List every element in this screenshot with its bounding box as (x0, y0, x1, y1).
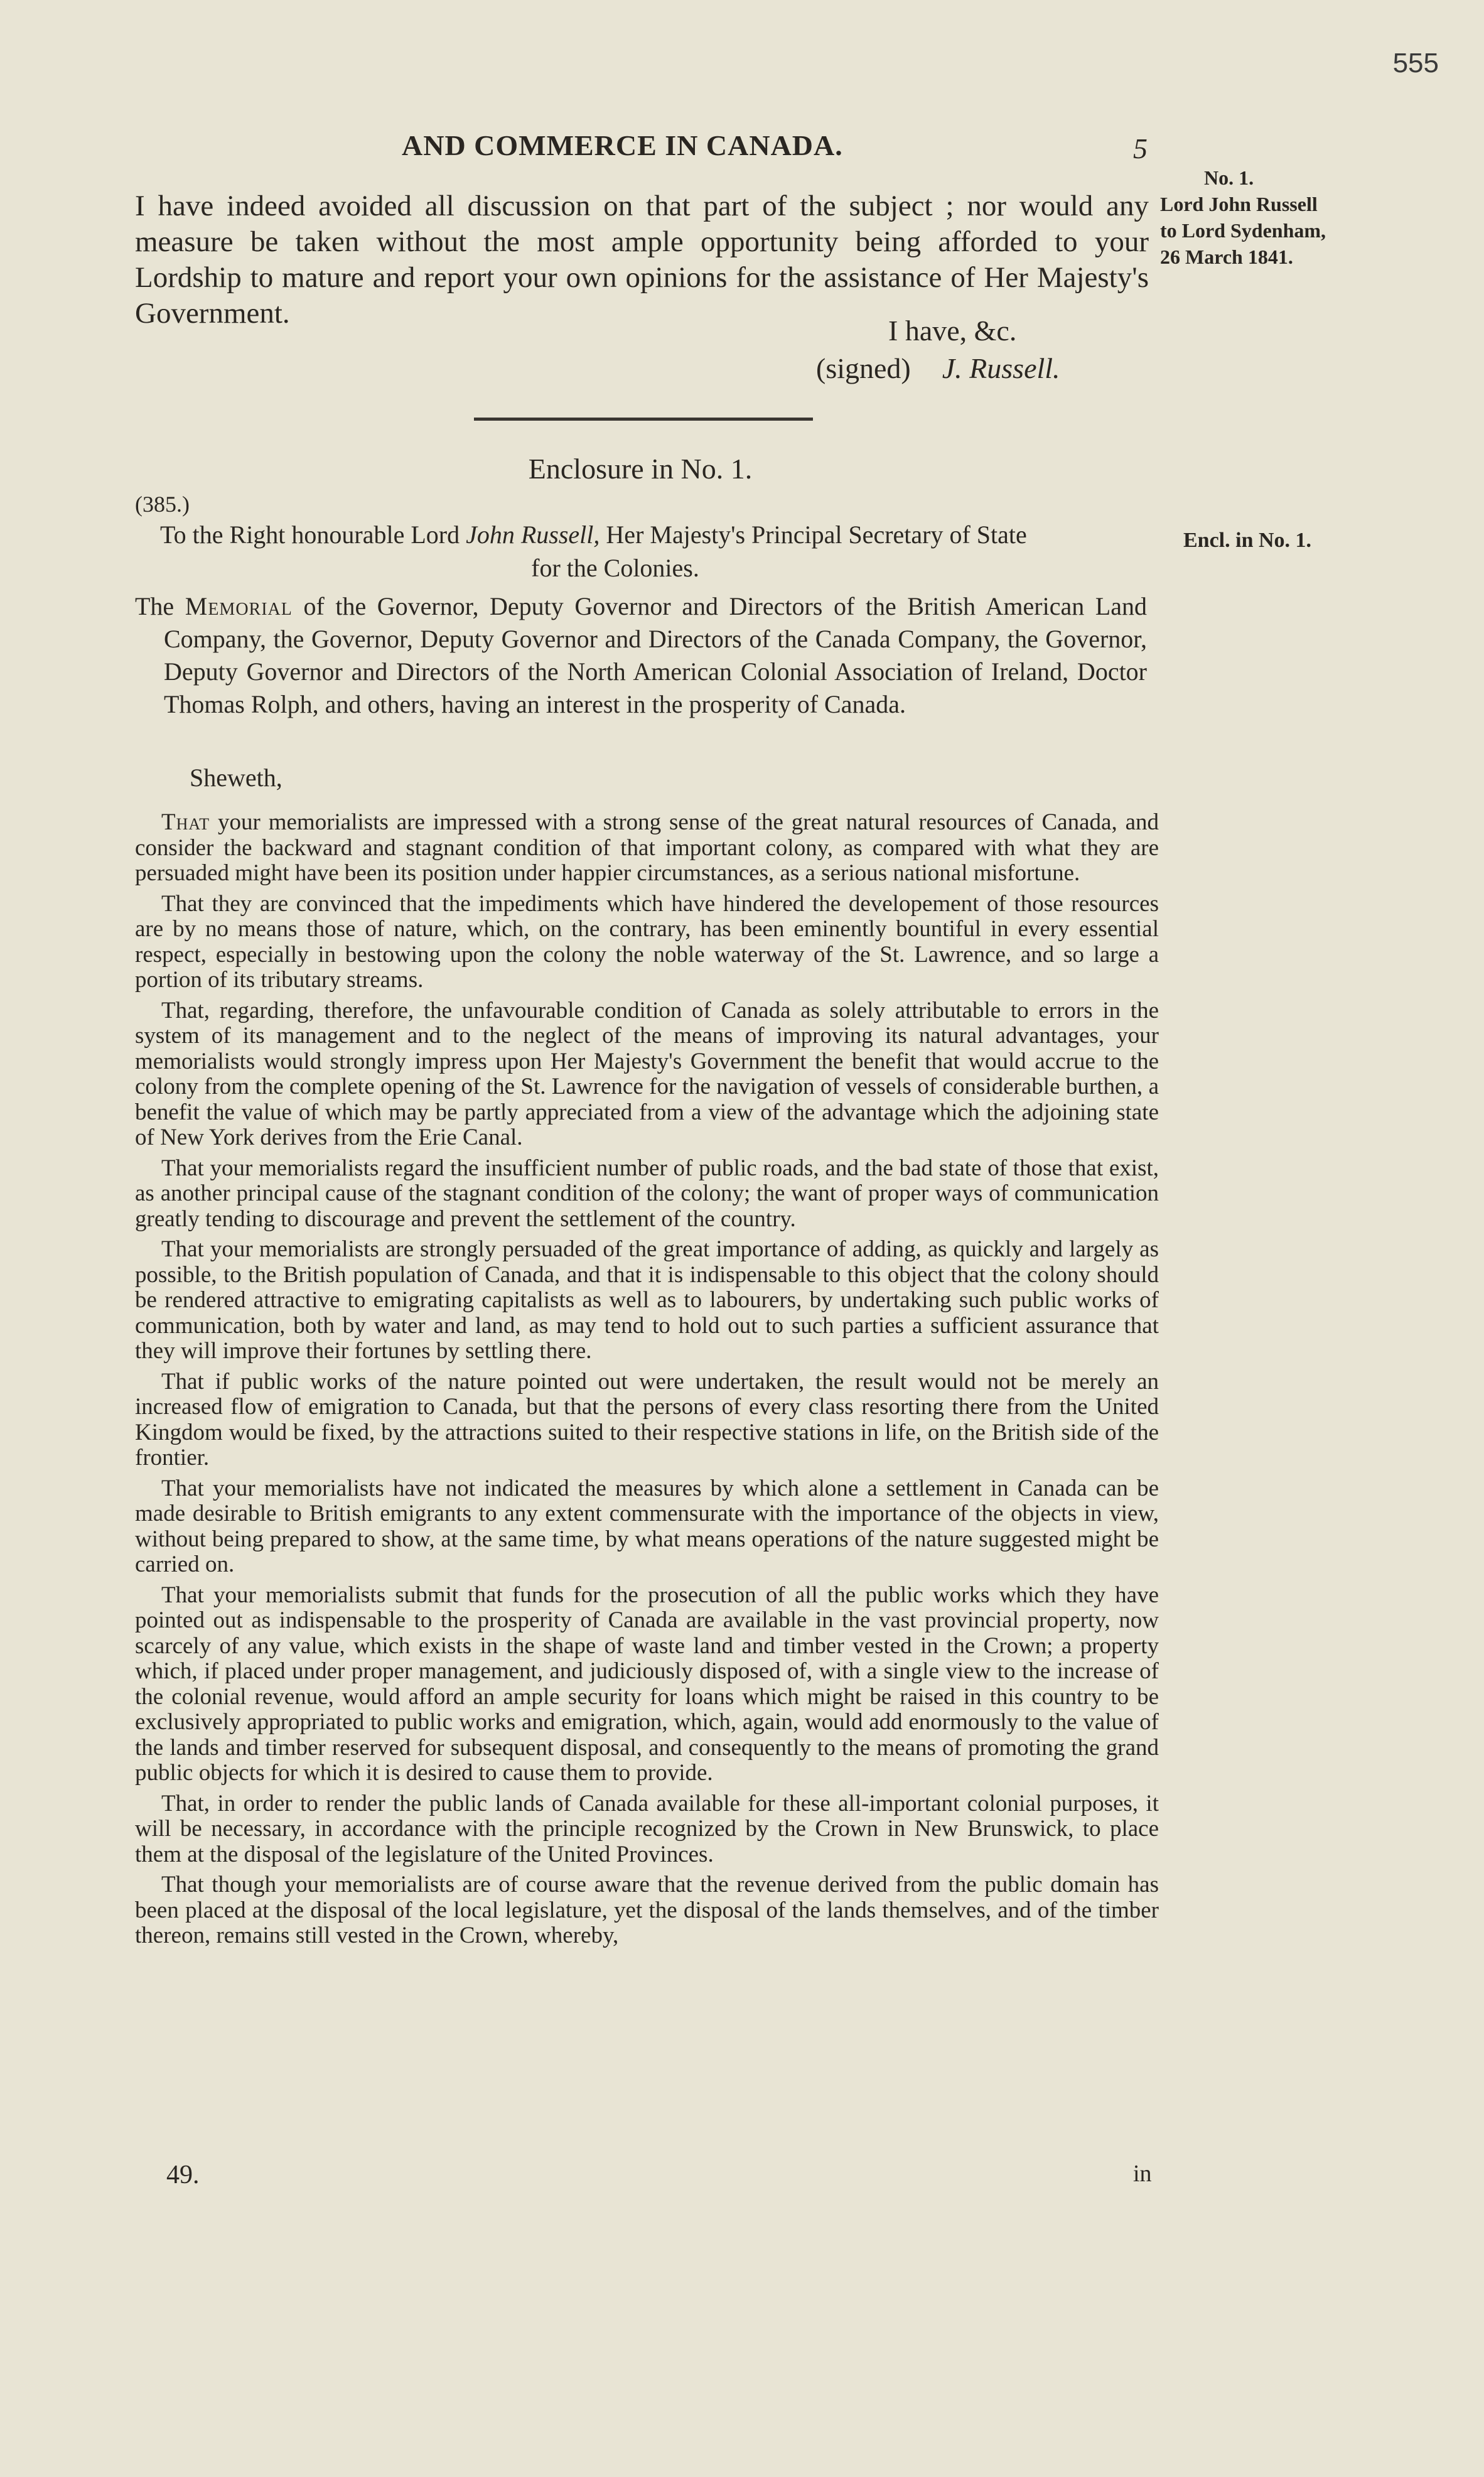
signed-label: (signed) (816, 352, 911, 384)
addressee-name: John Russell, (466, 521, 600, 549)
address-line-2: for the Colonies. (531, 554, 699, 582)
address-block (160, 518, 1127, 585)
body-paragraph: That they are convinced that the impediments which have hindered the developement of those resources are by no means those of nature, which, on the contrary, has been eminently bountiful in every essential respect, especially in bestowing upon the colony the noble waterway of the St. Lawrence, and so large a portion of its tributary streams. (135, 890, 1159, 993)
margin-note-enclosure (1183, 527, 1311, 554)
memorial-the: The (135, 592, 185, 620)
body-paragraph: That, regarding, therefore, the unfavourable condition of Canada as solely attributable to errors in the system of its management and to the neglect of the means of improving its natural advantages, your memorialists would strongly impress upon Her Majesty's Government the benefit that would accrue to the colony from the complete opening of the St. Lawrence for the navigation of vessels of considerable burthen, a benefit the value of which may be partly appreciated from a view of the advantage which the adjoining state of New York derives from the Erie Canal. (135, 997, 1159, 1150)
margin-note-line: 26 March 1841. (1160, 246, 1293, 268)
body-paragraph: That your memorialists have not indicated the measures by which alone a settlement in Canada can be made desirable to British emigrants to any extent commensurate with the importance of the objects in view, without being prepared to show, at the same time, by what means operations of the nature suggested might be carried on. (135, 1475, 1159, 1577)
margin-note-line: No. 1. (1204, 166, 1254, 189)
section-divider (474, 418, 813, 421)
body-paragraph: That though your memorialists are of course aware that the revenue derived from the public domain has been placed at the disposal of the local legislature, yet the disposal of the lands themselves, and of the timber thereon, remains still vested in the Crown, whereby, (135, 1872, 1159, 1948)
memorial-intro (135, 590, 1147, 721)
body-paragraph: That your memorialists submit that funds for the prosecution of all the public works which they have pointed out as indispensable to the prosperity of Canada are available in the vast provincial property, now scarcely of any value, which exists in the shape of waste land and timber vested in the Crown; a property which, if placed under proper management, and judiciously disposed of, with a single view to the increase of the colonial revenue, would afford an ample security for loans which might be raised in this country to be exclusively appropriated to public works and emigration, which, again, would add enormously to the value of the lands and timber reserved for subsequent disposal, and consequently to the means of promoting the grand public objects for which it is desired to cause them to provide. (135, 1582, 1159, 1786)
signature: J. Russell. (942, 352, 1060, 384)
address-suffix: Her Majesty's Principal Secretary of State (600, 521, 1027, 549)
body-paragraph: That, in order to render the public lands of Canada available for these all-important colonial purposes, it will be necessary, in accordance with the principle recognized by the Crown in New Brunswick, to place them at the disposal of the legislature of the United Provinces. (135, 1790, 1159, 1867)
body-paragraph (135, 810, 1159, 887)
body-paragraph: That if public works of the nature pointed out were undertaken, the result would not be merely an increased flow of emigration to Canada, but that the persons of every class resorting there from the United Kingdom would be fixed, by the attractions suited to their respective stations in life, on the British side of the frontier. (135, 1368, 1159, 1471)
body-paragraph: That your memorialists regard the insufficient number of public roads, and the bad state of those that exist, as another principal cause of the stagnant condition of the colony; the want of proper ways of communication greatly tending to discourage and prevent the settlement of the country. (135, 1155, 1159, 1232)
address-prefix: To the Right honourable Lord (160, 521, 466, 549)
first-word: That (161, 809, 210, 835)
body-paragraph: That your memorialists are strongly persuaded of the great importance of adding, as quickly and largely as possible, to the British population of Canada, and that it is indispensable to this object that the colony should be rendered attractive to emigrating capitalists as well as to labourers, by undertaking such public works of communication, both by water and land, as may tend to hold out to such parties a sufficient assurance that they will improve their fortunes by settling there. (135, 1236, 1159, 1364)
folio: 5 (1133, 132, 1148, 165)
memorial-rest: of the Governor, Deputy Governor and Directors of the British American Land Company, the Governor, Deputy Governor and Directors of the Canada Company, the Governor, Deputy Governor and Directors of the North American Colonial Association of Ireland, Doctor Thomas Rolph, and others, having an interest in the prosperity of Canada. (164, 592, 1147, 718)
running-head: AND COMMERCE IN CANADA. (402, 129, 843, 161)
document-reference: (385.) (135, 492, 190, 517)
memorial-intro-paragraph (135, 590, 1147, 721)
margin-note-line: to Lord Sydenham, (1160, 219, 1326, 242)
address-line-1 (160, 518, 1127, 551)
memorial-word: Memorial (185, 592, 293, 620)
signature-line (816, 352, 1060, 385)
sign-off: I have, &c. (888, 315, 1017, 347)
memorial-body (135, 810, 1159, 1954)
margin-note-top (1160, 165, 1326, 270)
margin-note-line: Lord John Russell (1160, 193, 1318, 215)
enclosure-heading: Enclosure in No. 1. (528, 453, 753, 485)
catchword: in (1133, 2161, 1152, 2187)
paragraph-text: your memorialists are impressed with a strong sense of the great natural resources of Canada, and consider the backward and stagnant condition of that important colony, as compared with what they are persuaded might have been its position under happier circumstances, as a serious national misfortune. (135, 809, 1159, 886)
margin-note-line: Encl. in No. 1. (1183, 529, 1312, 552)
page-number: 555 (1392, 48, 1439, 78)
sheweth: Sheweth, (190, 764, 282, 792)
signature-mark: 49. (166, 2161, 200, 2189)
opening-paragraph: I have indeed avoided all discussion on that part of the subject ; nor would any measure be taken without the most ample opportunity being afforded to your Lordship to mature and report your own opinions for the assistance of Her Majesty's Government. (135, 190, 1149, 330)
